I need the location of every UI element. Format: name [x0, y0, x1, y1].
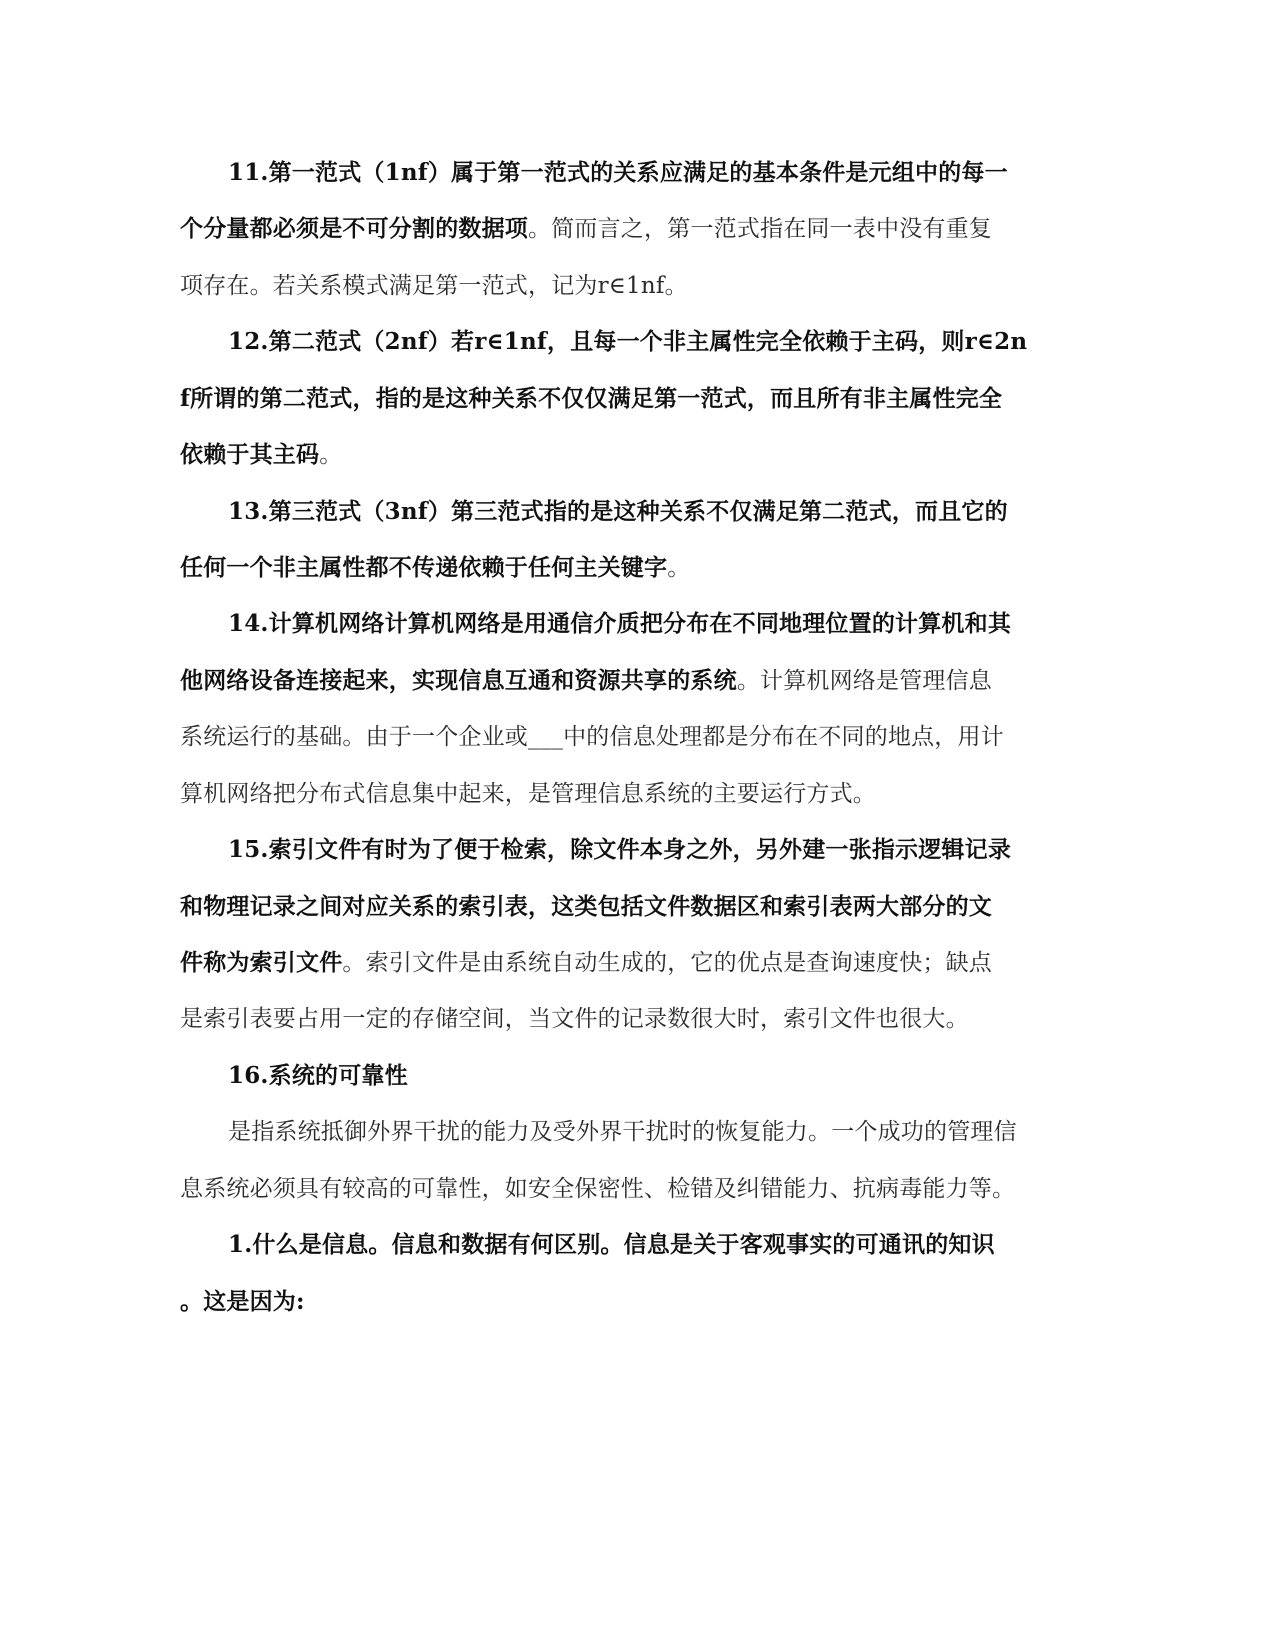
paragraph-1-line-2: 。这是因为: [180, 1288, 305, 1315]
paragraph-15-line-1: 15.索引文件有时为了便于检索，除文件本身之外，另外建一张指示逻辑记录 [228, 836, 1012, 863]
paragraph-11-line-3: 项存在。若关系模式满足第一范式，记为r∈1nf。 [180, 273, 688, 299]
paragraph-12-line-1: 12.第二范式（2nf）若r∈1nf，且每一个非主属性完全依赖于主码，则r∈2n [228, 328, 1028, 355]
paragraph-13-line-2: 任何一个非主属性都不传递依赖于任何主关键字。 [180, 554, 691, 581]
paragraph-14-line-1: 14.计算机网络计算机网络是用通信介质把分布在不同地理位置的计算机和其 [228, 610, 1012, 637]
paragraph-11-line-2: 个分量都必须是不可分割的数据项。简而言之，第一范式指在同一表中没有重复 [180, 215, 992, 242]
paragraph-14-line-2: 他网络设备连接起来，实现信息互通和资源共享的系统。计算机网络是管理信息 [180, 667, 993, 694]
paragraph-12-line-2: f所谓的第二范式，指的是这种关系不仅仅满足第一范式，而且所有非主属性完全 [180, 385, 1003, 412]
paragraph-1-line-1: 1.什么是信息。信息和数据有何区别。信息是关于客观事实的可通讯的知识 [228, 1231, 995, 1258]
paragraph-16-heading: 16.系统的可靠性 [228, 1062, 408, 1089]
paragraph-16-line-2: 息系统必须具有较高的可靠性，如安全保密性、检错及纠错能力、抗病毒能力等。 [180, 1176, 1016, 1202]
paragraph-14-line-4: 算机网络把分布式信息集中起来，是管理信息系统的主要运行方式。 [180, 781, 876, 807]
paragraph-15-line-4: 是索引表要占用一定的存储空间，当文件的记录数很大时，索引文件也很大。 [180, 1006, 969, 1032]
paragraph-13-line-1: 13.第三范式（3nf）第三范式指的是这种关系不仅满足第二范式，而且它的 [228, 498, 1008, 525]
paragraph-15-line-3: 件称为索引文件。索引文件是由系统自动生成的，它的优点是查询速度快；缺点 [180, 949, 993, 976]
paragraph-12-line-3: 依赖于其主码。 [180, 441, 343, 468]
paragraph-16-line-1: 是指系统抵御外界干扰的能力及受外界干扰时的恢复能力。一个成功的管理信 [228, 1119, 1017, 1145]
paragraph-14-line-3: 系统运行的基础。由于一个企业或___中的信息处理都是分布在不同的地点，用计 [180, 724, 1004, 750]
paragraph-15-line-2: 和物理记录之间对应关系的索引表，这类包括文件数据区和索引表两大部分的文 [180, 893, 992, 920]
paragraph-11-line-1: 11.第一范式（1nf）属于第一范式的关系应满足的基本条件是元组中的每一 [228, 159, 1008, 186]
